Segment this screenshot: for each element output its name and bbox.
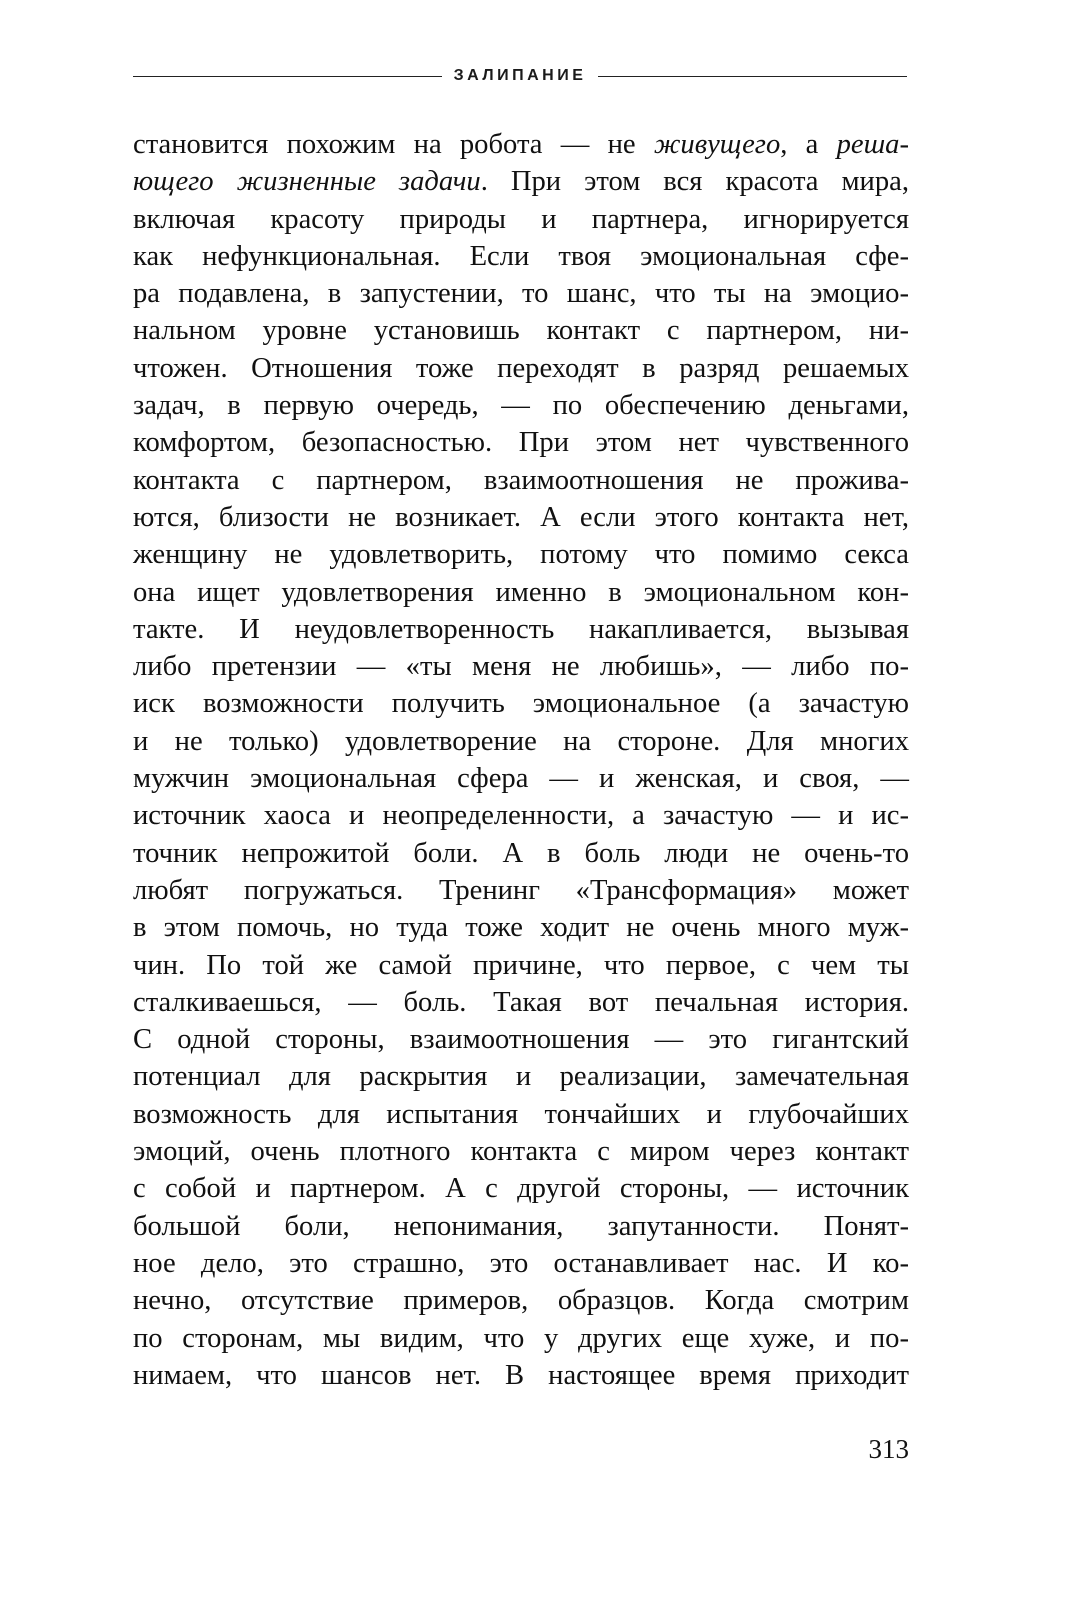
text-span: точник непрожитой боли. А в боль люди не очень-то <box>133 837 909 869</box>
text-line <box>133 201 909 238</box>
text-line <box>133 984 909 1021</box>
text-span: потенциал для раскрытия и реализации, замечательная <box>133 1061 909 1093</box>
text-span: сталкиваешься, — боль. Такая вот печальная история. <box>133 986 909 1018</box>
italic-span: живущего <box>653 129 781 160</box>
text-line <box>133 574 909 611</box>
text-span: она ищет удовлетворения именно в эмоциональном кон- <box>133 576 909 608</box>
text-line <box>133 350 909 387</box>
text-span: и не только) удовлетворение на стороне. Для многих <box>133 725 909 757</box>
text-line <box>133 163 909 200</box>
running-header <box>133 64 907 88</box>
italic-span: реша- <box>836 129 910 160</box>
text-span: нальном уровне установишь контакт с партнером, ни- <box>133 315 909 347</box>
text-span: с собой и партнером. А с другой стороны, — источник <box>133 1173 909 1205</box>
text-line <box>133 387 909 424</box>
text-line <box>133 760 909 797</box>
text-span: комфортом, безопасностью. При этом нет чувственного <box>133 427 909 459</box>
text-span: . При этом вся красота мира, <box>480 166 909 198</box>
text-line <box>133 1282 909 1319</box>
text-line <box>133 499 909 536</box>
text-line <box>133 126 909 163</box>
text-span: иск возможности получить эмоциональное (а зачастую <box>133 688 909 720</box>
text-span: как нефункциональная. Если твоя эмоциональная сфе- <box>133 240 909 272</box>
text-line <box>133 238 909 275</box>
text-line <box>133 424 909 461</box>
text-line <box>133 1096 909 1133</box>
text-span: любят погружаться. Тренинг «Трансформация» может <box>133 874 909 906</box>
text-span: либо претензии — «ты меня не любишь», — либо по- <box>133 651 909 683</box>
text-span: чтожен. Отношения тоже переходят в разряд решаемых <box>133 352 909 384</box>
text-line <box>133 1245 909 1282</box>
text-line <box>133 1058 909 1095</box>
text-line <box>133 872 909 909</box>
text-span: контакта с партнером, взаимоотношения не прожива- <box>133 464 909 496</box>
text-span: , а <box>780 129 837 160</box>
text-span: нечно, отсутствие примеров, образцов. Когда смотрим <box>133 1285 909 1317</box>
text-span: женщину не удовлетворить, потому что помимо секса <box>133 539 909 571</box>
text-span: такте. И неудовлетворенность накапливается, вызывая <box>133 613 909 645</box>
text-span: по сторонам, мы видим, что у других еще хуже, и по- <box>133 1322 909 1354</box>
text-line <box>133 1320 909 1357</box>
text-line <box>133 685 909 722</box>
text-line <box>133 275 909 312</box>
text-span: нимаем, что шансов нет. В настоящее время приходит <box>133 1359 909 1391</box>
text-span: эмоций, очень плотного контакта с миром через контакт <box>133 1136 909 1168</box>
text-line <box>133 462 909 499</box>
text-line <box>133 1357 909 1394</box>
text-line <box>133 648 909 685</box>
body-text <box>133 126 909 1394</box>
text-span: становится похожим на робота — не <box>133 129 654 160</box>
chapter-title: ЗАЛИПАНИЕ <box>453 67 587 84</box>
text-line <box>133 947 909 984</box>
text-line <box>133 1133 909 1170</box>
text-span: источник хаоса и неопределенности, а зачастую — и ис- <box>133 800 909 832</box>
header-rule-right <box>598 76 907 77</box>
text-line <box>133 1208 909 1245</box>
text-span: задач, в первую очередь, — по обеспечению деньгами, <box>133 390 909 422</box>
page-number: 313 <box>868 1434 909 1464</box>
text-span: возможность для испытания тончайших и глубочайших <box>133 1098 909 1130</box>
text-span: ра подавлена, в запустении, то шанс, что ты на эмоцио- <box>133 278 909 310</box>
text-line <box>133 909 909 946</box>
text-span: большой боли, непонимания, запутанности. Понят- <box>133 1210 909 1242</box>
text-line <box>133 312 909 349</box>
text-line <box>133 1021 909 1058</box>
text-span: чин. По той же самой причине, что первое, с чем ты <box>133 949 909 981</box>
text-span: ются, близости не возникает. А если этого контакта нет, <box>133 501 909 533</box>
text-span: включая красоту природы и партнера, игнорируется <box>133 203 909 235</box>
text-line <box>133 611 909 648</box>
text-span: ное дело, это страшно, это останавливает нас. И ко- <box>133 1247 909 1279</box>
text-line <box>133 723 909 760</box>
italic-span: ющего жизненные задачи <box>133 166 481 198</box>
text-line <box>133 835 909 872</box>
text-line <box>133 536 909 573</box>
text-span: мужчин эмоциональная сфера — и женская, и своя, — <box>133 763 909 795</box>
text-line <box>133 797 909 834</box>
text-span: С одной стороны, взаимоотношения — это гигантский <box>133 1024 909 1056</box>
text-span: в этом помочь, но туда тоже ходит не очень много муж- <box>133 912 909 944</box>
header-rule-left <box>133 76 442 77</box>
text-line <box>133 1170 909 1207</box>
